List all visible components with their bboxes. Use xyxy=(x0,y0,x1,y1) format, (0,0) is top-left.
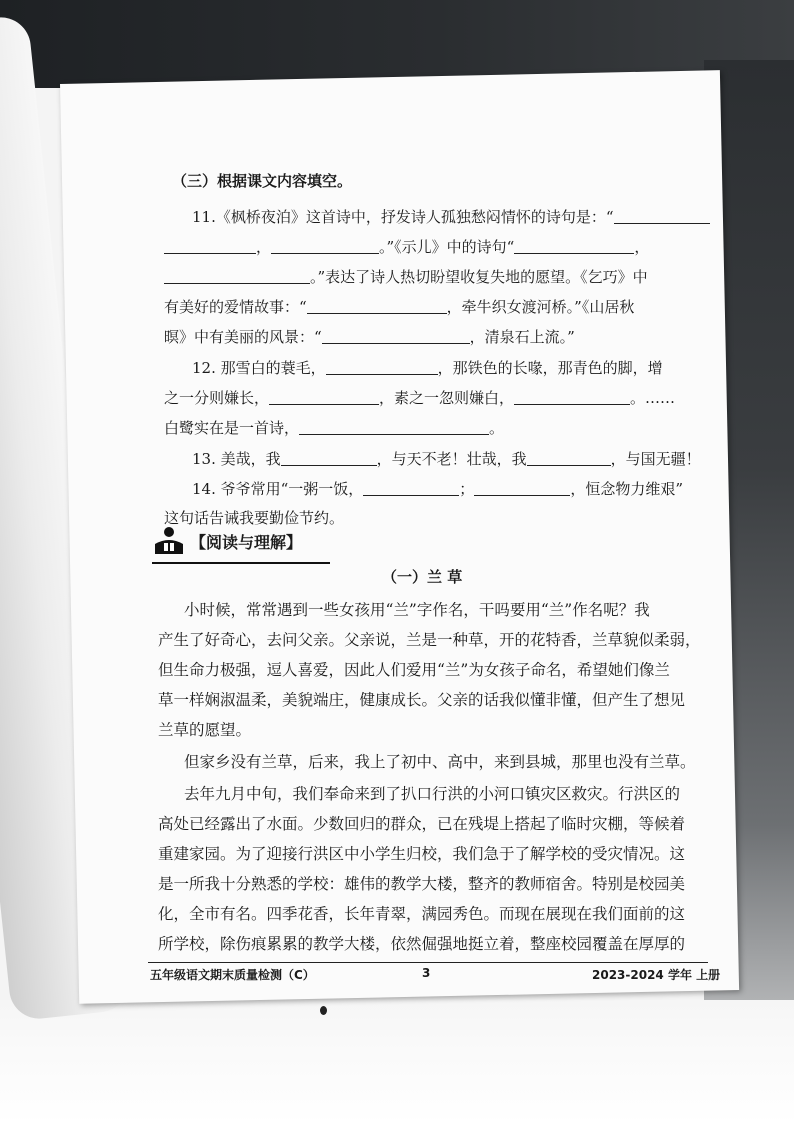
answer-blank[interactable] xyxy=(514,386,630,405)
q13: 13. 美哉，我 ，与天不老！壮哉，我 ，与国无疆！ xyxy=(192,447,701,469)
footer-exam-title: 五年级语文期末质量检测（C） xyxy=(150,968,315,982)
answer-blank[interactable] xyxy=(281,447,377,466)
answer-blank[interactable] xyxy=(614,205,710,224)
passage-line: 去年九月中旬，我们奉命来到了扒口行洪的小河口镇灾区救灾。行洪区的 xyxy=(184,785,681,803)
footer-school-year: 2023-2024 学年 上册 xyxy=(592,968,721,982)
footer-rule xyxy=(148,962,708,963)
passage-line: 高处已经露出了水面。少数回归的群众，已在残堤上搭起了临时灾棚，等候着 xyxy=(158,815,686,833)
passage-line: 草一样娴淑温柔，美貌端庄，健康成长。父亲的话我似懂非懂，但产生了想见 xyxy=(158,691,686,709)
section3-heading: （三）根据课文内容填空。 xyxy=(172,172,353,190)
answer-blank[interactable] xyxy=(271,235,379,254)
passage-line: 化，全市有名。四季花香，长年青翠，满园秀色。而现在展现在我们面前的这 xyxy=(158,905,686,923)
q12-line2: 之一分则嫌长， ，素之一忽则嫌白， 。…… xyxy=(164,386,675,408)
reading-person-icon xyxy=(152,526,186,556)
answer-blank[interactable] xyxy=(164,265,310,284)
answer-blank[interactable] xyxy=(299,416,489,435)
passage-line: 重建家园。为了迎接行洪区中小学生归校，我们急于了解学校的受灾情况。这 xyxy=(158,845,686,863)
passage-line: 是一所我十分熟悉的学校：雄伟的教学大楼，整齐的教师宿舍。特别是校园美 xyxy=(158,875,686,893)
passage-line: 但家乡没有兰草，后来，我上了初中、高中，来到县城，那里也没有兰草。 xyxy=(184,753,696,771)
passage-line: 所学校，除伤痕累累的教学大楼，依然倔强地挺立着，整座校园覆盖在厚厚的 xyxy=(158,935,686,953)
passage-line: 兰草的愿望。 xyxy=(158,721,252,739)
answer-blank[interactable] xyxy=(322,325,470,344)
q11-line3: 。”表达了诗人热切盼望收复失地的愿望。《乞巧》中 xyxy=(164,265,648,287)
light-bottom xyxy=(0,1000,794,1124)
q12-line1: 12. 那雪白的蓑毛， ，那铁色的长喙，那青色的脚，增 xyxy=(192,356,663,378)
passage-line: 小时候，常常遇到一些女孩用“兰”字作名，干吗要用“兰”作名呢？我 xyxy=(184,601,650,619)
answer-blank[interactable] xyxy=(164,235,256,254)
q14-line1: 14. 爷爷常用“一粥一饭， ； ，恒念物力维艰” xyxy=(192,477,683,499)
ink-dot xyxy=(320,1006,327,1015)
answer-blank[interactable] xyxy=(474,477,570,496)
passage-line: 产生了好奇心，去问父亲。父亲说，兰是一种草，开的花特香，兰草貌似柔弱， xyxy=(158,631,701,649)
q11-line4: 有美好的爱情故事：“ ，牵牛织女渡河桥。”《山居秋 xyxy=(164,295,634,317)
passage-title: （一）兰 草 xyxy=(382,568,463,586)
q11-line5: 暝》中有美丽的风景：“ ，清泉石上流。” xyxy=(164,325,575,347)
answer-blank[interactable] xyxy=(514,235,634,254)
footer-page-number: 3 xyxy=(422,966,431,980)
reading-section-label: 【阅读与理解】 xyxy=(190,533,303,552)
answer-blank[interactable] xyxy=(269,386,379,405)
answer-blank[interactable] xyxy=(527,447,611,466)
q12-line3: 白鹭实在是一首诗， 。 xyxy=(164,416,504,438)
q11-line2: ， 。”《示儿》中的诗句“ ， xyxy=(164,235,649,257)
q14-line2: 这句话告诫我要勤俭节约。 xyxy=(164,509,345,527)
answer-blank[interactable] xyxy=(363,477,459,496)
reading-section-header xyxy=(152,524,330,564)
passage-line: 但生命力极强，逗人喜爱，因此人们爱用“兰”为女孩子命名，希望她们像兰 xyxy=(158,661,670,679)
answer-blank[interactable] xyxy=(307,295,447,314)
answer-blank[interactable] xyxy=(326,356,438,375)
q11-line1: 11.《枫桥夜泊》这首诗中，抒发诗人孤独愁闷情怀的诗句是：“ xyxy=(192,205,710,227)
